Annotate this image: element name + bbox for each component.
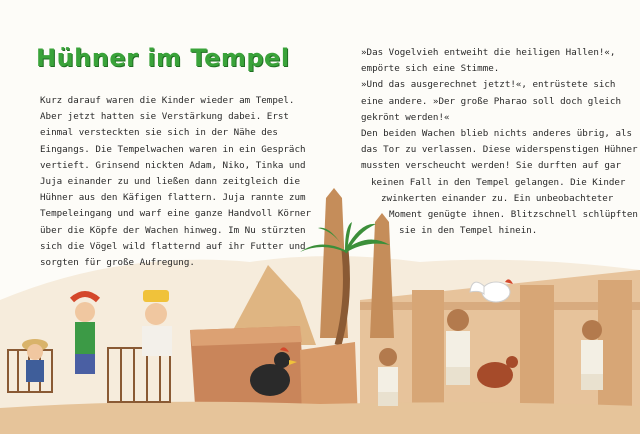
text-line: Den beiden Wachen blieb nichts anderes übrig, als (361, 127, 633, 139)
text-line: gekrönt werden!« (361, 111, 450, 123)
text-line: Juja einander zu und ließen dann zeitgleich die (40, 175, 300, 187)
guard-center (446, 309, 470, 385)
text-line: Tempeleingang und warf eine ganze Handvoll Körner (40, 208, 312, 220)
text-line: sich die Vögel wild flatternd auf ihr Futter und (40, 240, 306, 252)
text-line: vertieft. Grinsend nickten Adam, Niko, Tinka und (40, 159, 306, 171)
text-line: keinen Fall in den Tempel gelangen. Die Kinder (371, 176, 626, 188)
left-text-column (40, 93, 311, 271)
text-line: das Tor zu verlassen. Diese widerspenstigen Hühner (361, 144, 638, 156)
column-right (598, 280, 632, 420)
column-left (412, 290, 444, 420)
text-line: Hühner aus den Käfigen flattern. Juja rannte zum (40, 192, 306, 204)
text-line: Moment genügte ihnen. Blitzschnell schlüpften (389, 208, 638, 220)
text-line: sie in den Tempel hinein. (399, 225, 538, 237)
ground (0, 402, 640, 434)
text-line: eine andere. »Der große Pharao soll doch gleich (361, 95, 621, 107)
text-line: zwinkerten einander zu. Ein unbeobachteter (381, 192, 614, 204)
text-line: mussten verscheucht werden! Sie durften auf gar (361, 160, 621, 172)
column-mid (520, 285, 554, 420)
right-text-column (361, 45, 638, 239)
text-line: über die Köpfe der Wachen hinweg. Im Nu stürzten (40, 224, 306, 236)
text-line: »Das Vogelvieh entweiht die heiligen Hallen!«, (361, 47, 616, 58)
guard-right (581, 320, 603, 390)
text-line: einmal versteckten sie sich in der Nähe des (40, 127, 278, 139)
chapter-title: Hühner im Tempel (36, 44, 290, 72)
text-line: »Und das ausgerechnet jetzt!«, entrüstete sich (361, 79, 616, 91)
text-line: sorgten für große Aufregung. (40, 256, 195, 268)
text-line: empörte sich eine Stimme. (361, 63, 500, 75)
text-line: Eingangs. Die Tempelwachen waren in ein Gespräch (40, 143, 306, 155)
text-line: Aber jetzt hatten sie Verstärkung dabei. Erst (40, 111, 289, 123)
guard-left (378, 348, 398, 406)
text-line: Kurz darauf waren die Kinder wieder am Tempel. (40, 95, 295, 106)
